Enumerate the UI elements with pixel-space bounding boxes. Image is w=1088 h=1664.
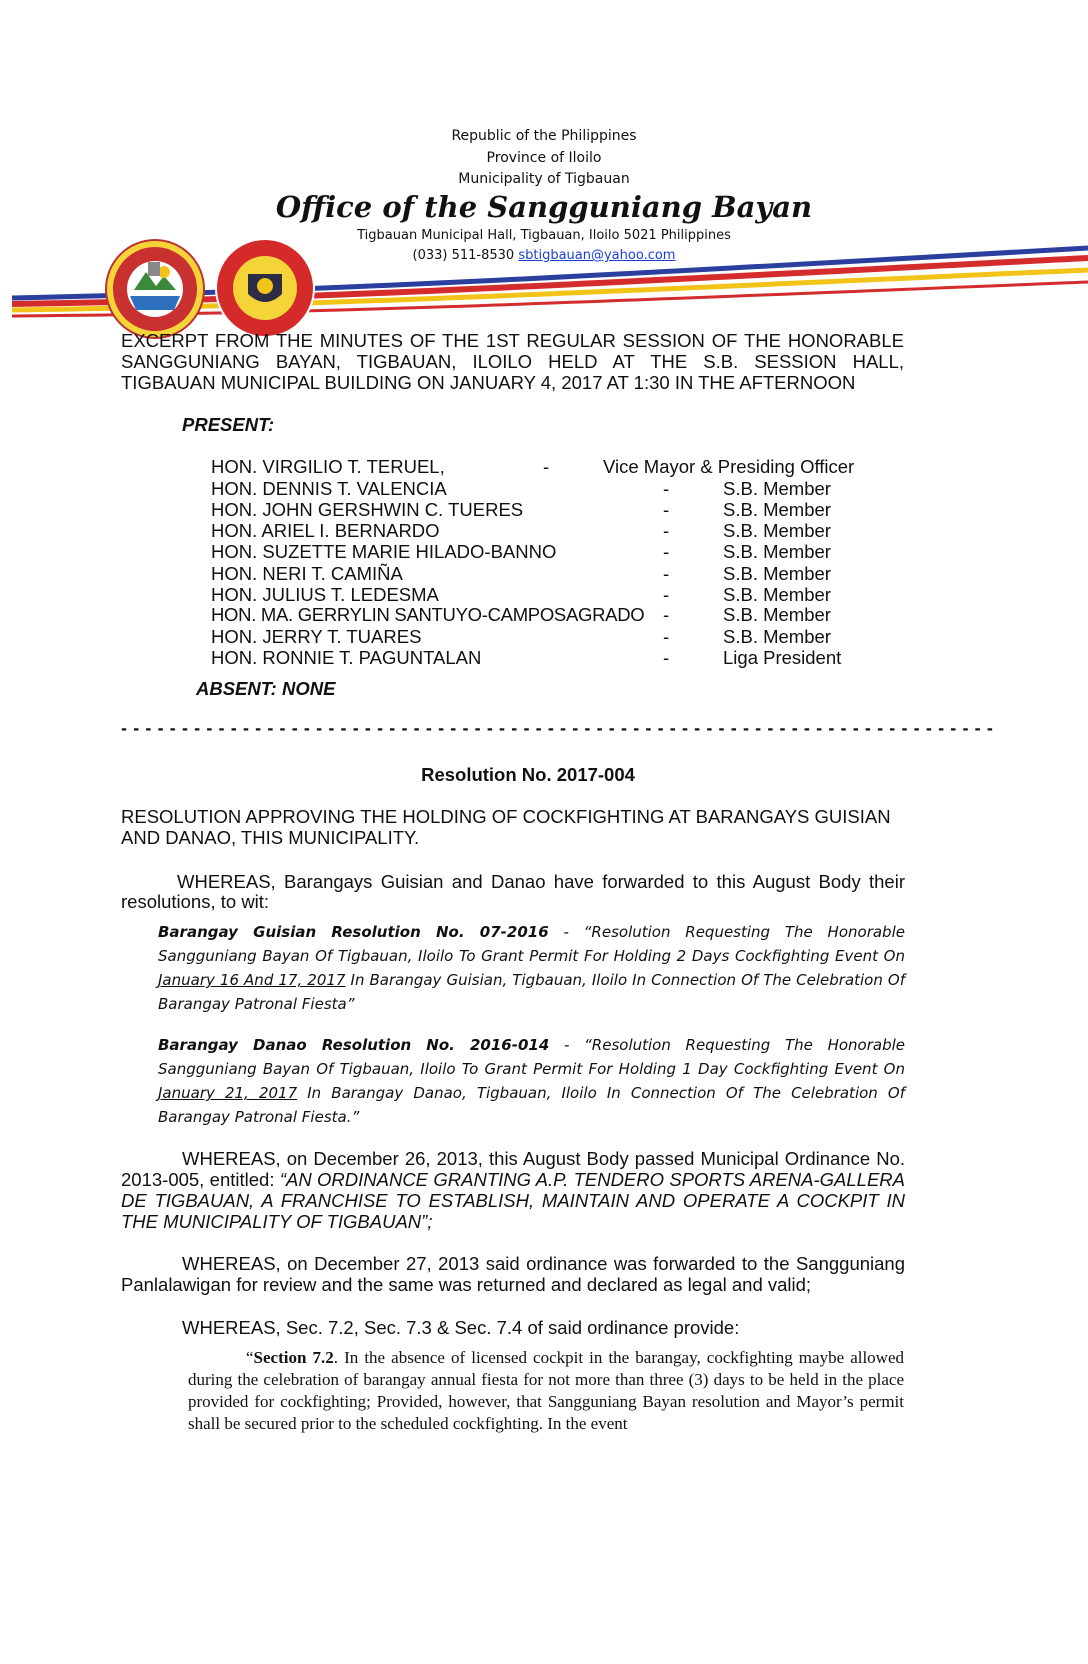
quote-open: “ (246, 1348, 254, 1367)
member-name: HON. JERRY T. TUARES (211, 626, 422, 647)
resolution-number: Resolution No. 2017-004 (421, 764, 635, 785)
member-role: Vice Mayor & Presiding Officer (603, 456, 855, 477)
danao-resolution-citation (158, 1033, 905, 1129)
member-dash: - (663, 647, 670, 668)
office-address: Tigbauan Municipal Hall, Tigbauan, Iloilo 5021 Philippines (357, 228, 731, 243)
member-name: HON. ARIEL I. BERNARDO (211, 520, 440, 541)
whereas-3-line-2: Panlalawigan for review and the same was returned and declared as legal and valid; (121, 1274, 812, 1295)
member-dash: - (663, 563, 670, 584)
resolution-title-line-2: AND DANAO, THIS MUNICIPALITY. (121, 827, 420, 848)
member-name: HON. JULIUS T. LEDESMA (211, 584, 439, 605)
member-role: Liga President (723, 647, 842, 668)
municipality-line: Municipality of Tigbauan (458, 171, 630, 187)
citation-dates: January 16 And 17, 2017 (158, 971, 346, 989)
excerpt-line-1: EXCERPT FROM THE MINUTES OF THE 1ST REGULAR SESSION OF THE HONORABLE (121, 330, 904, 351)
republic-line: Republic of the Philippines (451, 128, 637, 144)
office-title: Office of the Sangguniang Bayan (275, 190, 813, 224)
municipality-seal-icon (104, 238, 206, 340)
office-email-link[interactable]: sbtigbauan@yahoo.com (518, 248, 676, 263)
office-phone: (033) 511-8530 (412, 248, 515, 263)
member-role: S.B. Member (723, 604, 831, 625)
member-dash: - (543, 456, 550, 477)
member-role: S.B. Member (723, 499, 831, 520)
whereas-1-line-2: resolutions, to wit: (121, 891, 270, 912)
member-name: HON. JOHN GERSHWIN C. TUERES (211, 499, 524, 520)
member-name: HON. DENNIS T. VALENCIA (211, 478, 447, 499)
section-label: Section 7.2 (253, 1348, 334, 1367)
whereas-3-line-1: WHEREAS, on December 27, 2013 said ordinance was forwarded to the Sangguniang (182, 1253, 905, 1274)
section-7-2-text (188, 1347, 904, 1435)
citation-text: - “Resolution Requesting The Honorable Sangguniang Bayan Of Tigbauan, Iloilo To Grant Permit For Holding 1 Day Cockfighting Event On (158, 1036, 905, 1078)
member-dash: - (663, 478, 670, 499)
excerpt-line-2: SANGGUNIANG BAYAN, TIGBAUAN, ILOILO HELD AT THE S.B. SESSION HALL, (121, 351, 904, 372)
member-name: HON. RONNIE T. PAGUNTALAN (211, 647, 482, 668)
citation-label: Barangay Guisian Resolution No. 07-2016 (158, 923, 549, 941)
excerpt-line-3: TIGBAUAN MUNICIPAL BUILDING ON JANUARY 4, 2017 AT 1:30 IN THE AFTERNOON (121, 372, 856, 393)
member-dash: - (663, 584, 670, 605)
member-role: S.B. Member (723, 541, 831, 562)
whereas-2-line-1: WHEREAS, on December 26, 2013, this August Body passed Municipal Ordinance No. (182, 1148, 905, 1169)
member-dash: - (663, 499, 670, 520)
section-divider: - - - - - - - - - - - - - - - - - - - - - - - - - - - - - - - - - - - - - - - - - - - - - - - - - - - - - - - - - - - - - - - - - - - - - - - - (121, 718, 994, 738)
citation-text: - “Resolution Requesting The Honorable Sangguniang Bayan Of Tigbauan, Iloilo To Grant Permit For Holding 2 Days Cockfighting Event On (158, 923, 905, 965)
whereas-4: WHEREAS, Sec. 7.2, Sec. 7.3 & Sec. 7.4 of said ordinance provide: (182, 1317, 740, 1338)
member-dash: - (663, 626, 670, 647)
province-line: Province of Iloilo (486, 150, 602, 166)
whereas-1-line-1: WHEREAS, Barangays Guisian and Danao have forwarded to this August Body their (177, 871, 905, 892)
member-role: S.B. Member (723, 626, 831, 647)
sangguniang-bayan-seal-icon (214, 236, 316, 340)
member-name: HON. SUZETTE MARIE HILADO-BANNO (211, 541, 557, 562)
citation-text-end: In Barangay Danao, Tigbauan, Iloilo In Connection Of The Celebration Of Barangay Patronal Fiesta.” (158, 1084, 905, 1126)
member-role: S.B. Member (723, 478, 831, 499)
member-name: HON. MA. GERRYLIN SANTUYO-CAMPOSAGRADO (211, 604, 645, 625)
citation-text-end: In Barangay Guisian, Tigbauan, Iloilo In Connection Of The Celebration Of Barangay Patronal Fiesta” (158, 971, 906, 1013)
member-role: S.B. Member (723, 520, 831, 541)
member-name: HON. NERI T. CAMIÑA (211, 563, 403, 584)
whereas-2-body (121, 1169, 905, 1232)
section-body: . In the absence of licensed cockpit in the barangay, cockfighting maybe allowed during the celebration of barangay annual fiesta for not more than three (3) days to be held in the place provided for cockfighting; Provided, however, that Sangguniang Bayan resolution and Mayor’s permit shall be secured prior to the scheduled cockfighting. In the event (188, 1348, 905, 1433)
present-label: PRESENT: (182, 414, 275, 435)
resolution-title-line-1: RESOLUTION APPROVING THE HOLDING OF COCKFIGHTING AT BARANGAYS GUISIAN (121, 806, 891, 827)
member-name: HON. VIRGILIO T. TERUEL, (211, 456, 445, 477)
member-role: S.B. Member (723, 584, 831, 605)
member-role: S.B. Member (723, 563, 831, 584)
ordinance-title: “AN ORDINANCE GRANTING A.P. TENDERO SPORTS ARENA-GALLERA DE TIGBAUAN, A FRANCHISE TO ESTABLISH, MAINTAIN AND OPERATE A COCKPIT IN THE MUNICIPALITY OF TIGBAUAN”; (121, 1169, 905, 1232)
member-dash: - (663, 604, 670, 625)
member-dash: - (663, 541, 670, 562)
guisian-resolution-citation (158, 920, 905, 1016)
citation-label: Barangay Danao Resolution No. 2016-014 (158, 1036, 550, 1054)
citation-dates: January 21, 2017 (158, 1084, 298, 1102)
member-dash: - (663, 520, 670, 541)
absent-label: ABSENT: NONE (196, 678, 336, 699)
whereas-2-prefix: 2013-005, entitled: (121, 1169, 280, 1190)
